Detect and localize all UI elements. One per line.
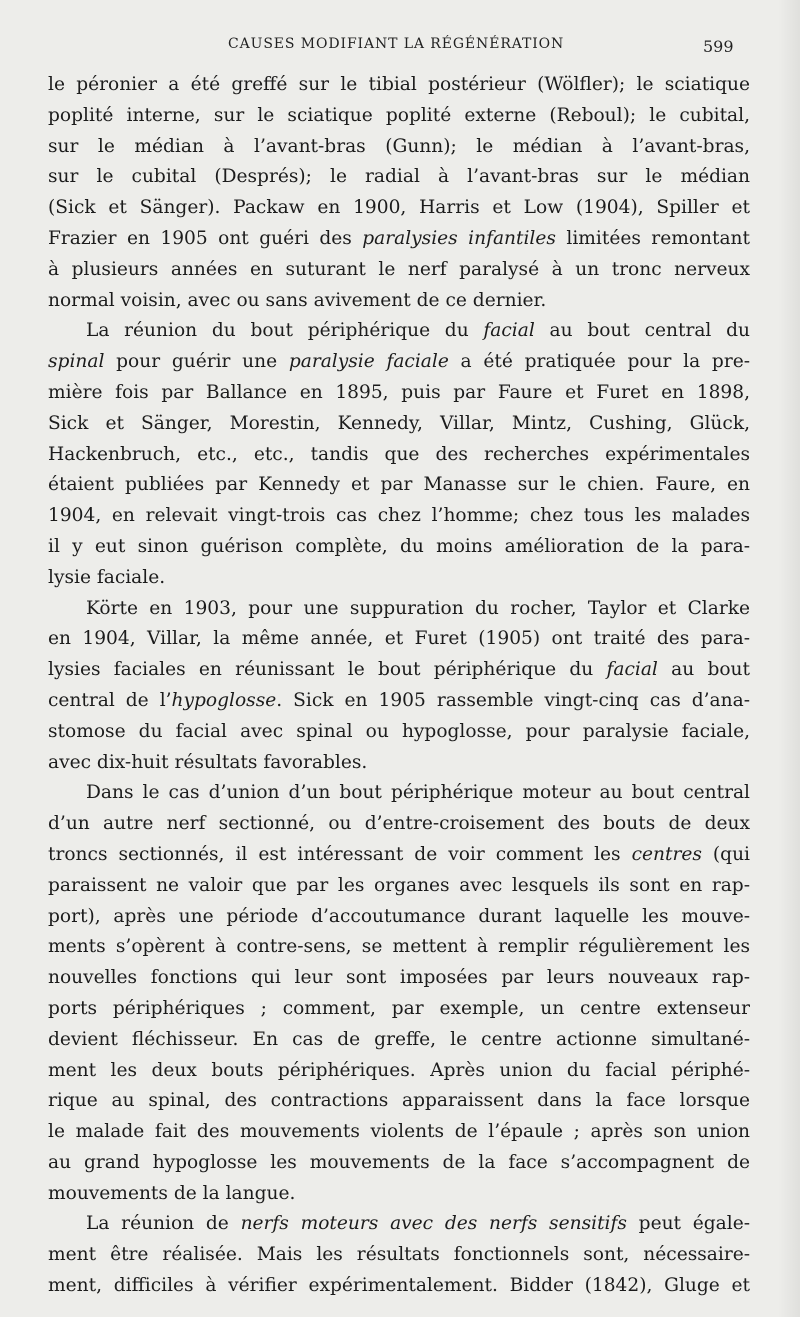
text-line (48, 224, 750, 255)
text-line (48, 470, 750, 501)
text-segment: peut égale- (626, 1213, 750, 1235)
text-line (48, 932, 750, 963)
text-segment: sur le cubital (Després); le radial à l’avant-bras sur le médian (48, 166, 750, 188)
text-segment: nouvelles fonctions qui leur sont imposées par leurs nouveaux rap- (48, 967, 750, 989)
text-segment: normal voisin, avec ou sans avivement de ce dernier. (48, 289, 547, 311)
text-segment: ment les deux bouts périphériques. Après union du facial périphé- (48, 1059, 750, 1081)
text-line (48, 132, 750, 163)
text-segment: ment, difficiles à vérifier expérimentalement. Bidder (1842), Gluge et (48, 1275, 750, 1297)
text-segment: (Sick et Sänger). Packaw en 1900, Harris et Low (1904), Spiller et (48, 197, 750, 219)
text-line (48, 840, 750, 871)
text-segment: à plusieurs années en suturant le nerf paralysé à un tronc nerveux (48, 258, 750, 280)
page-number: 599 (703, 37, 734, 56)
text-line (48, 286, 750, 317)
text-line (48, 70, 750, 101)
text-line (48, 440, 750, 471)
text-line (48, 1086, 750, 1117)
text-segment: port), après une période d’accoutumance durant laquelle les mouve- (48, 905, 750, 927)
text-segment: en 1904, Villar, la même année, et Furet (1905) ont traité des para- (48, 628, 750, 650)
text-segment: poplité interne, sur le sciatique poplité externe (Reboul); le cubital, (48, 104, 750, 126)
text-segment: il y eut sinon guérison complète, du moins amélioration de la para- (48, 535, 750, 557)
italic-term: nerfs moteurs avec des nerfs sensitifs (240, 1213, 627, 1235)
text-segment: ment être réalisée. Mais les résultats fonctionnels sont, nécessaire- (48, 1244, 750, 1266)
text-line (48, 902, 750, 933)
text-line (48, 409, 750, 440)
text-segment: Sick et Sänger, Morestin, Kennedy, Villar, Mintz, Cushing, Glück, (48, 412, 750, 434)
text-line (48, 255, 750, 286)
text-segment: limitées remontant (555, 227, 750, 249)
text-segment: 1904, en relevait vingt-trois cas chez l’homme; chez tous les malades (48, 505, 750, 527)
text-segment: lysie faciale. (48, 566, 166, 588)
italic-term: paralysie faciale (288, 351, 449, 373)
text-line (48, 563, 750, 594)
italic-term: facial (483, 320, 535, 342)
text-line (48, 532, 750, 563)
text-segment: . Sick en 1905 rassemble vingt-cinq cas d’ana- (276, 689, 750, 711)
text-segment: Frazier en 1905 ont guéri des (48, 227, 363, 249)
text-segment: Dans le cas d’union d’un bout périphérique moteur au bout central (86, 782, 750, 804)
text-line (48, 1271, 750, 1302)
text-line (48, 809, 750, 840)
text-line (48, 1056, 750, 1087)
text-line (48, 193, 750, 224)
text-line (48, 624, 750, 655)
text-segment: sur le médian à l’avant-bras (Gunn); le médian à l’avant-bras, (48, 135, 750, 157)
text-line (48, 1117, 750, 1148)
italic-term: paralysies infantiles (362, 227, 556, 249)
text-segment: Hackenbruch, etc., etc., tandis que des recherches expérimentales (48, 443, 750, 465)
text-line (48, 1025, 750, 1056)
text-line (48, 717, 750, 748)
text-line (48, 1209, 750, 1240)
text-line (48, 686, 750, 717)
text-line (48, 101, 750, 132)
text-segment: au bout (657, 659, 750, 681)
text-segment: troncs sectionnés, il est intéressant de voir comment les (48, 843, 632, 865)
text-line (48, 748, 750, 779)
text-segment: avec dix-huit résultats favorables. (48, 751, 368, 773)
text-line (48, 871, 750, 902)
text-segment: d’un autre nerf sectionné, ou d’entre-croisement des bouts de deux (48, 813, 750, 835)
text-segment: mouvements de la langue. (48, 1182, 296, 1204)
text-line (48, 1240, 750, 1271)
text-segment: stomose du facial avec spinal ou hypoglosse, pour paralysie faciale, (48, 720, 750, 742)
text-segment: pour guérir une (104, 351, 289, 373)
text-segment: rique au spinal, des contractions apparaissent dans la face lorsque (48, 1090, 750, 1112)
text-line (48, 1148, 750, 1179)
text-segment: (qui (701, 843, 750, 865)
text-line (48, 994, 750, 1025)
italic-term: centres (631, 843, 702, 865)
text-segment: central de l’ (48, 689, 172, 711)
text-line (48, 347, 750, 378)
text-line (48, 316, 750, 347)
text-segment: Körte en 1903, pour une suppuration du rocher, Taylor et Clarke (86, 597, 750, 619)
text-segment: au bout central du (534, 320, 750, 342)
text-line (48, 162, 750, 193)
italic-term: spinal (48, 351, 105, 373)
text-segment: le péronier a été greffé sur le tibial postérieur (Wölfler); le sciatique (48, 74, 750, 95)
body-text (48, 70, 750, 1302)
text-segment: étaient publiées par Kennedy et par Manasse sur le chien. Faure, en (48, 474, 750, 496)
text-line (48, 594, 750, 625)
text-segment: La réunion de (86, 1213, 241, 1235)
text-line (48, 963, 750, 994)
text-line (48, 655, 750, 686)
text-line (48, 501, 750, 532)
text-segment: lysies faciales en réunissant le bout périphérique du (48, 659, 607, 681)
text-segment: devient fléchisseur. En cas de greffe, le centre actionne simultané- (48, 1028, 750, 1050)
text-line (48, 1179, 750, 1210)
text-segment: mière fois par Ballance en 1895, puis par Faure et Furet en 1898, (48, 381, 750, 403)
text-segment: au grand hypoglosse les mouvements de la face s’accompagnent de (48, 1151, 750, 1173)
running-title: CAUSES MODIFIANT LA RÉGÉNÉRATION (228, 36, 565, 52)
text-segment: a été pratiquée pour la pre- (448, 351, 750, 373)
text-segment: paraissent ne valoir que par les organes avec lesquels ils sont en rap- (48, 874, 750, 896)
italic-term: hypoglosse (171, 689, 277, 711)
text-segment: le malade fait des mouvements violents de l’épaule ; après son union (48, 1121, 750, 1143)
text-line (48, 378, 750, 409)
text-segment: ports périphériques ; comment, par exemple, un centre extenseur (48, 997, 750, 1019)
text-line (48, 778, 750, 809)
italic-term: facial (606, 659, 658, 681)
text-segment: La réunion du bout périphérique du (86, 320, 484, 342)
text-segment: ments s’opèrent à contre-sens, se mettent à remplir régulièrement les (48, 936, 750, 958)
